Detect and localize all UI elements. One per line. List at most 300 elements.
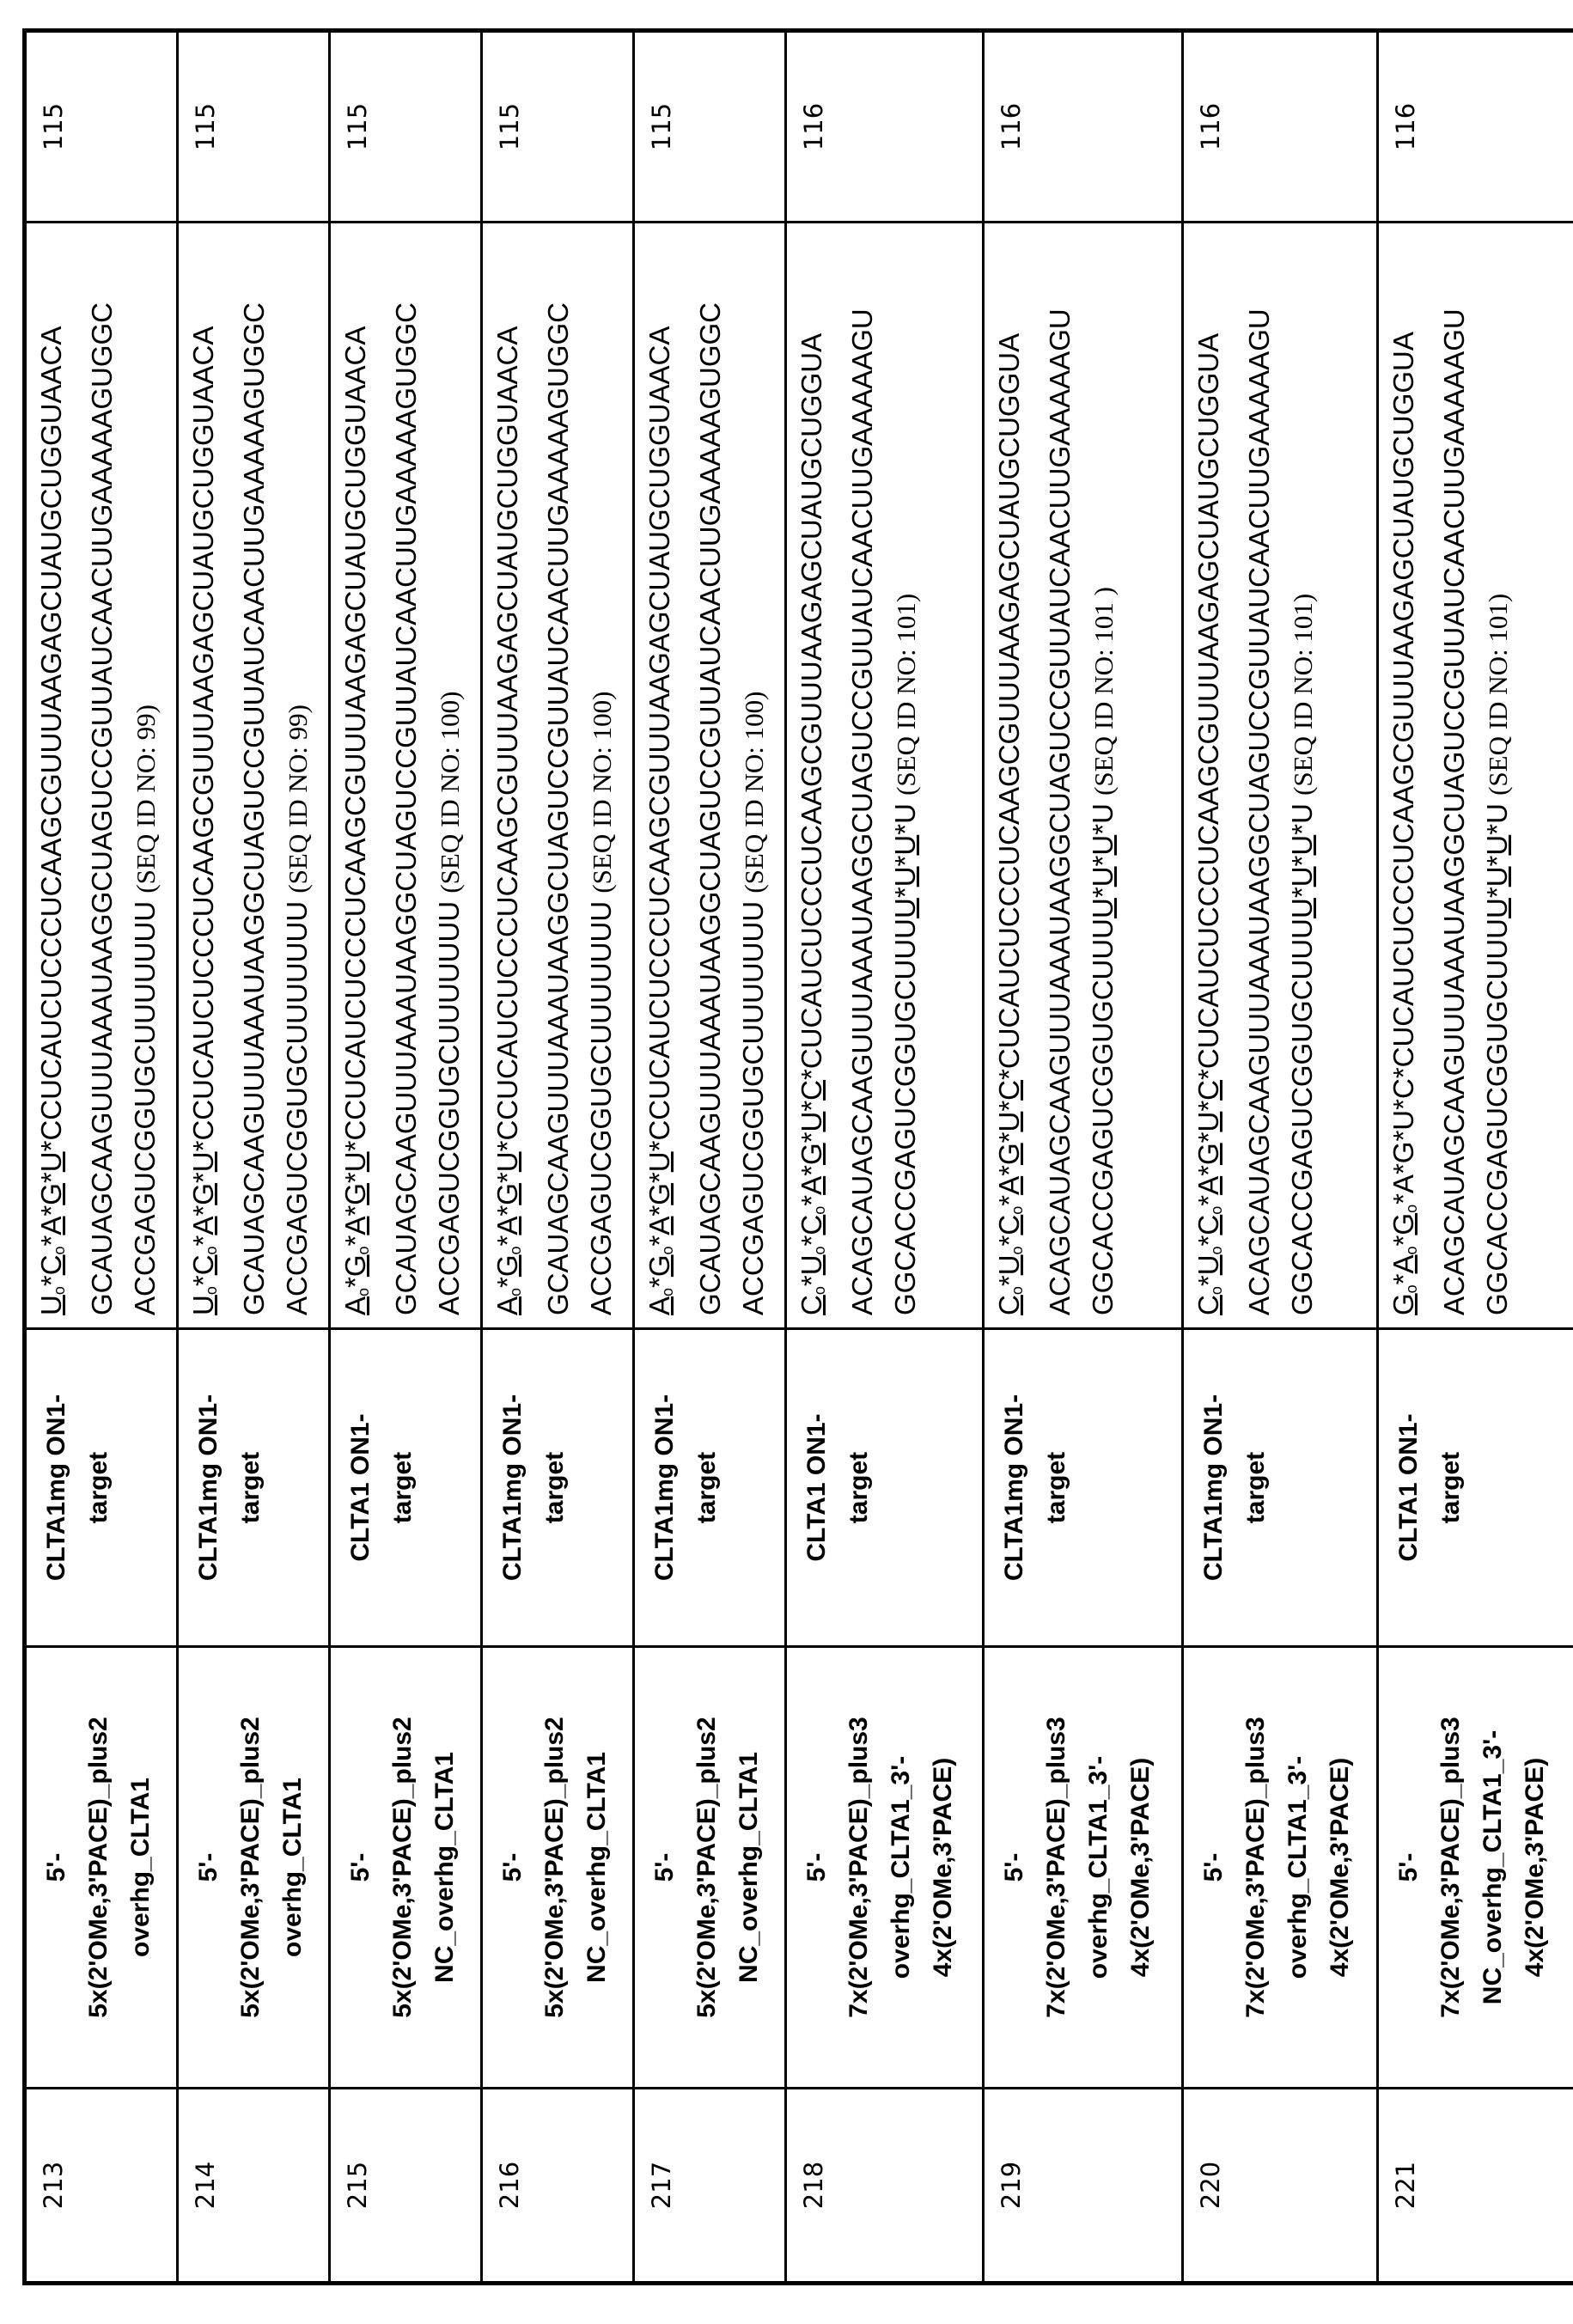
description-line: 4x(2'OMe,3'PACE) bbox=[922, 1660, 964, 2075]
sequence-segment: * bbox=[35, 1172, 67, 1183]
sequence-segment: A bbox=[1387, 1254, 1419, 1273]
sequence-segment: *U bbox=[1286, 796, 1318, 835]
description-cell bbox=[482, 1647, 634, 2089]
target-line: CLTA1mg ON1- bbox=[35, 1342, 77, 1633]
sequence-segment: GGCACCGAGUCGGUGCUUU bbox=[1286, 918, 1318, 1315]
sequence-segment: * bbox=[35, 1235, 67, 1247]
target-line: target bbox=[686, 1342, 728, 1633]
sequence-segment: *CCUCAUCUCCCUCAAGCGUUUAAGAGCUAUGCUGGUAACA bbox=[643, 326, 675, 1152]
table-row bbox=[178, 31, 330, 2284]
description-cell bbox=[634, 1647, 786, 2089]
sequence-segment: * bbox=[491, 1172, 523, 1183]
sequence-segment: GCAUAGCAAGUUUAAAUAAGGCUAGUCCGUUAUCAACUUGAAAAAGUGGC bbox=[694, 302, 726, 1315]
seq-number-cell bbox=[178, 31, 330, 223]
table-row bbox=[1183, 31, 1378, 2284]
sequence-segment: *CCUCAUCUCCCUCAAGCGUUUAAGAGCUAUGCUGGUAACA bbox=[35, 326, 67, 1152]
target-cell bbox=[1183, 1329, 1378, 1647]
target-cell bbox=[634, 1329, 786, 1647]
modification-subscript: o bbox=[1208, 1286, 1225, 1295]
seq-number-cell bbox=[634, 31, 786, 223]
target-line: target bbox=[1235, 1342, 1277, 1633]
modification-subscript: o bbox=[1403, 1284, 1420, 1293]
sequence-segment: G bbox=[35, 1183, 67, 1205]
seq-id-label: (SEQ ID NO: 100) bbox=[587, 692, 617, 894]
sequence-line bbox=[486, 235, 537, 1315]
seq-number: 115 bbox=[39, 103, 68, 150]
sequence-segment: G bbox=[1192, 1143, 1224, 1165]
description-cell bbox=[178, 1647, 330, 2089]
sequence-segment: * bbox=[1286, 887, 1318, 898]
target-line: target bbox=[1430, 1342, 1472, 1633]
sequence-cell bbox=[330, 223, 482, 1329]
table-row bbox=[482, 31, 634, 2284]
row-number-cell bbox=[984, 2089, 1183, 2284]
target-line: target bbox=[77, 1342, 119, 1633]
description-line: 4x(2'OMe,3'PACE) bbox=[1514, 1660, 1556, 2075]
sequence-segment: A bbox=[643, 1296, 675, 1315]
description-line: 7x(2'OMe,3'PACE)_plus3 bbox=[838, 1660, 880, 2075]
table-row bbox=[25, 31, 178, 2284]
sequence-line bbox=[988, 235, 1039, 1315]
sequence-segment: *CCUCAUCUCCCUCAAGCGUUUAAGAGCUAUGCUGGUAACA bbox=[491, 326, 523, 1152]
description-line: NC_overhg_CLTA1 bbox=[424, 1660, 466, 2075]
sequence-segment: * bbox=[993, 1132, 1025, 1144]
sequence-segment: * bbox=[187, 1275, 219, 1286]
target-line: CLTA1 ON1- bbox=[339, 1342, 381, 1633]
sequence-segment: ACCGAGUCGGUGCUUUUUUU bbox=[433, 894, 465, 1315]
sequence-segment: * bbox=[35, 1205, 67, 1217]
sequence-line bbox=[689, 235, 732, 1315]
row-number: 217 bbox=[647, 2162, 676, 2209]
sequence-segment: C bbox=[796, 1215, 827, 1235]
sequence-segment: U bbox=[339, 1151, 371, 1172]
description-line: 5'- bbox=[1192, 1660, 1235, 2075]
sequence-segment: * bbox=[1192, 1235, 1224, 1247]
sequence-segment: U bbox=[993, 1112, 1025, 1132]
sequence-segment: U bbox=[643, 1151, 675, 1172]
sequence-segment: A bbox=[643, 1217, 675, 1235]
table-row bbox=[984, 31, 1183, 2284]
target-line: CLTA1mg ON1- bbox=[993, 1342, 1035, 1633]
sequence-segment: *U bbox=[889, 796, 921, 835]
target-cell bbox=[984, 1329, 1183, 1647]
row-number-cell bbox=[1378, 2089, 1573, 2284]
modification-subscript: o bbox=[1009, 1206, 1026, 1215]
modification-subscript: o bbox=[659, 1288, 676, 1296]
sequence-line bbox=[428, 235, 472, 1315]
sequence-segment: * bbox=[1286, 856, 1318, 867]
target-line: target bbox=[838, 1342, 880, 1633]
sequence-segment: G bbox=[643, 1254, 675, 1277]
sequence-segment: C bbox=[35, 1254, 67, 1275]
sequence-segment: C bbox=[993, 1295, 1025, 1315]
sequence-segment: A bbox=[339, 1217, 371, 1235]
modification-subscript: o bbox=[51, 1246, 68, 1254]
seq-number-cell bbox=[1378, 31, 1573, 223]
sequence-segment: U bbox=[796, 1112, 827, 1132]
sequence-segment: *CUCAUCUCCCUCAAGCGUUUAAGAGCUAUGCUGGUA bbox=[1192, 333, 1224, 1080]
sequence-segment: * bbox=[1192, 1275, 1224, 1286]
row-number: 215 bbox=[343, 2162, 372, 2209]
modification-subscript: o bbox=[659, 1246, 676, 1254]
sequence-segment: C bbox=[796, 1080, 827, 1101]
sequence-segment: *U bbox=[1481, 796, 1513, 835]
sequence-line bbox=[1238, 235, 1281, 1315]
rotated-table-page bbox=[22, 33, 1558, 2285]
seq-number: 116 bbox=[1391, 103, 1420, 150]
sequence-segment: * bbox=[1192, 1132, 1224, 1144]
sequence-segment: ACCGAGUCGGUGCUUUUUUU bbox=[281, 894, 313, 1315]
row-number: 221 bbox=[1391, 2162, 1420, 2209]
sequence-cell bbox=[984, 223, 1183, 1329]
target-line: CLTA1 ON1- bbox=[796, 1342, 838, 1633]
row-number-cell bbox=[178, 2089, 330, 2284]
modification-subscript: o bbox=[1403, 1205, 1420, 1213]
seq-number: 116 bbox=[997, 103, 1026, 150]
sequence-segment: ACAGCAUAGCAAGUUUAAAUAAGGCUAGUCCGUUAUCAACUUGAAAAAGU bbox=[1243, 308, 1275, 1315]
sequence-segment: * bbox=[491, 1235, 523, 1247]
row-number-cell bbox=[25, 2089, 178, 2284]
sequence-line bbox=[233, 235, 276, 1315]
sequence-segment: GGCACCGAGUCGGUGCUUU bbox=[1481, 918, 1513, 1315]
target-cell bbox=[482, 1329, 634, 1647]
sequence-segment: C bbox=[1192, 1080, 1224, 1101]
sequence-segment: * bbox=[339, 1205, 371, 1217]
sequence-segment: U bbox=[491, 1151, 523, 1172]
sequence-segment: * bbox=[1087, 887, 1119, 898]
description-line: 4x(2'OMe,3'PACE) bbox=[1319, 1660, 1361, 2075]
description-cell bbox=[786, 1647, 984, 2089]
target-cell bbox=[786, 1329, 984, 1647]
sequence-segment: GCAUAGCAAGUUUAAAUAAGGCUAGUCCGUUAUCAACUUGAAAAAGUGGC bbox=[542, 302, 574, 1315]
seq-id-label: (SEQ ID NO: 101) bbox=[1288, 594, 1318, 796]
description-line: 5'- bbox=[187, 1660, 229, 2075]
sequence-segment: G bbox=[339, 1183, 371, 1205]
description-line: 5'- bbox=[339, 1660, 381, 2075]
row-number-cell bbox=[330, 2089, 482, 2284]
sequence-segment: A bbox=[339, 1296, 371, 1315]
sequence-segment: * bbox=[796, 1101, 827, 1112]
description-line: 5x(2'OMe,3'PACE)_plus2 bbox=[381, 1660, 424, 2075]
sequence-segment: * bbox=[1481, 887, 1513, 898]
sequence-segment: * bbox=[339, 1277, 371, 1288]
sequence-segment: * bbox=[187, 1205, 219, 1217]
description-line: 7x(2'OMe,3'PACE)_plus3 bbox=[1430, 1660, 1472, 2075]
sequence-segment: * bbox=[491, 1205, 523, 1217]
description-cell bbox=[1378, 1647, 1573, 2089]
sequence-segment: * bbox=[1387, 1273, 1419, 1284]
sequence-segment: C bbox=[993, 1080, 1025, 1101]
sequence-line bbox=[841, 235, 884, 1315]
sequence-segment: U bbox=[1087, 835, 1119, 856]
sequence-segment: *CUCAUCUCCCUCAAGCGUUUAAGAGCUAUGCUGGUA bbox=[796, 333, 827, 1080]
sequence-segment: U bbox=[35, 1151, 67, 1172]
sequence-segment: * bbox=[643, 1172, 675, 1183]
sequence-segment: ACAGCAUAGCAAGUUUAAAUAAGGCUAGUCCGUUAUCAACUUGAAAAAGU bbox=[1438, 308, 1470, 1315]
row-number-cell bbox=[482, 2089, 634, 2284]
sequence-segment: * bbox=[993, 1275, 1025, 1286]
sequence-segment: U bbox=[1286, 898, 1318, 918]
seq-number-cell bbox=[482, 31, 634, 223]
row-number-cell bbox=[786, 2089, 984, 2284]
sequence-segment: * bbox=[643, 1205, 675, 1217]
seq-number: 115 bbox=[495, 103, 524, 150]
sequence-segment: U bbox=[889, 898, 921, 918]
sequence-segment: U bbox=[889, 835, 921, 856]
description-line: 5x(2'OMe,3'PACE)_plus2 bbox=[77, 1660, 119, 2075]
table-body bbox=[25, 31, 1573, 2284]
modification-subscript: o bbox=[811, 1246, 828, 1254]
description-cell bbox=[1183, 1647, 1378, 2089]
target-line: target bbox=[229, 1342, 271, 1633]
description-cell bbox=[984, 1647, 1183, 2089]
sequence-line bbox=[790, 235, 841, 1315]
sequence-segment: * bbox=[1387, 1235, 1419, 1247]
description-line: 7x(2'OMe,3'PACE)_plus3 bbox=[1235, 1660, 1277, 2075]
sequence-line bbox=[1187, 235, 1238, 1315]
modification-subscript: o bbox=[203, 1246, 220, 1254]
target-line: CLTA1mg ON1- bbox=[1192, 1342, 1235, 1633]
sequence-segment: C bbox=[1192, 1295, 1224, 1315]
seq-id-label: (SEQ ID NO: 101) bbox=[1483, 594, 1513, 796]
sequence-segment: * bbox=[993, 1235, 1025, 1247]
description-line: overhg_CLTA1_3'- bbox=[1277, 1660, 1319, 2075]
table-row bbox=[786, 31, 984, 2284]
sequence-line bbox=[884, 235, 928, 1315]
sequence-segment: * bbox=[1192, 1195, 1224, 1206]
sequence-line bbox=[1433, 235, 1476, 1315]
description-line: overhg_CLTA1 bbox=[119, 1660, 162, 2075]
target-line: CLTA1mg ON1- bbox=[643, 1342, 686, 1633]
seq-id-label: (SEQ ID NO: 100) bbox=[739, 692, 769, 894]
sequence-segment: * bbox=[187, 1172, 219, 1183]
sequence-segment: A bbox=[35, 1217, 67, 1235]
sequence-line bbox=[1476, 235, 1520, 1315]
sequence-segment: G bbox=[1387, 1293, 1419, 1315]
description-line: 5'- bbox=[643, 1660, 686, 2075]
sequence-line bbox=[276, 235, 320, 1315]
description-line: 5'- bbox=[1387, 1660, 1430, 2075]
description-line: 5x(2'OMe,3'PACE)_plus2 bbox=[533, 1660, 576, 2075]
sequence-segment: * bbox=[796, 1195, 827, 1206]
modification-subscript: o bbox=[51, 1286, 68, 1295]
description-cell bbox=[330, 1647, 482, 2089]
sequence-segment: U bbox=[889, 866, 921, 887]
target-line: CLTA1mg ON1- bbox=[491, 1342, 533, 1633]
sequence-segment: U bbox=[1481, 835, 1513, 856]
sequence-segment: U bbox=[187, 1151, 219, 1172]
sequence-segment: GCAUAGCAAGUUUAAAUAAGGCUAGUCCGUUAUCAACUUGAAAAAGUGGC bbox=[238, 302, 270, 1315]
sequence-segment: GCAUAGCAAGUUUAAAUAAGGCUAGUCCGUUAUCAACUUGAAAAAGUGGC bbox=[390, 302, 422, 1315]
sequence-segment: U bbox=[1087, 898, 1119, 918]
sequence-segment: U bbox=[1286, 835, 1318, 856]
modification-subscript: o bbox=[507, 1288, 524, 1296]
sequence-segment: U bbox=[1286, 866, 1318, 887]
sequence-line bbox=[1082, 235, 1125, 1315]
sequence-segment: G bbox=[491, 1183, 523, 1205]
sequence-segment: * bbox=[1192, 1101, 1224, 1112]
sequence-segment: ACCGAGUCGGUGCUUUUUUU bbox=[585, 894, 617, 1315]
sequence-segment: ACCGAGUCGGUGCUUUUUUU bbox=[129, 894, 161, 1315]
sequence-segment: * bbox=[796, 1132, 827, 1144]
sequence-line bbox=[580, 235, 624, 1315]
sequence-line bbox=[81, 235, 124, 1315]
sequence-line bbox=[1281, 235, 1325, 1315]
table-row bbox=[1378, 31, 1573, 2284]
sequence-segment: * bbox=[339, 1172, 371, 1183]
sequence-line bbox=[334, 235, 385, 1315]
sequence-segment: A bbox=[796, 1176, 827, 1195]
sequence-segment: *CCUCAUCUCCCUCAAGCGUUUAAGAGCUAUGCUGGUAACA bbox=[187, 326, 219, 1152]
modification-subscript: o bbox=[811, 1206, 828, 1215]
sequence-segment: * bbox=[1481, 856, 1513, 867]
seq-id-label: (SEQ ID NO: 99) bbox=[283, 705, 313, 894]
target-cell bbox=[178, 1329, 330, 1647]
seq-id-label: (SEQ ID NO: 100) bbox=[435, 692, 465, 894]
row-number: 218 bbox=[799, 2162, 828, 2209]
sequence-segment: * bbox=[993, 1195, 1025, 1206]
sequence-line bbox=[732, 235, 776, 1315]
seq-number: 115 bbox=[647, 103, 676, 150]
sequence-line bbox=[638, 235, 689, 1315]
target-cell bbox=[1378, 1329, 1573, 1647]
sequence-segment: * bbox=[1192, 1165, 1224, 1176]
modification-subscript: o bbox=[1208, 1206, 1225, 1215]
sequence-segment: * bbox=[889, 856, 921, 867]
description-line: overhg_CLTA1 bbox=[271, 1660, 314, 2075]
table-row bbox=[330, 31, 482, 2284]
sequence-segment: G bbox=[339, 1254, 371, 1277]
sequence-line bbox=[182, 235, 233, 1315]
description-line: NC_overhg_CLTA1 bbox=[576, 1660, 618, 2075]
description-cell bbox=[25, 1647, 178, 2089]
sequence-cell bbox=[25, 223, 178, 1329]
sequence-segment: G bbox=[187, 1183, 219, 1205]
modification-subscript: o bbox=[1009, 1246, 1026, 1254]
row-number-cell bbox=[634, 2089, 786, 2284]
sequence-line bbox=[30, 235, 81, 1315]
description-line: 5'- bbox=[796, 1660, 838, 2075]
sequence-segment: G bbox=[796, 1143, 827, 1165]
row-number-cell bbox=[1183, 2089, 1378, 2284]
modification-subscript: o bbox=[507, 1246, 524, 1254]
sequence-segment: ACAGCAUAGCAAGUUUAAAUAAGGCUAGUCCGUUAUCAACUUGAAAAAGU bbox=[1044, 308, 1076, 1315]
sequence-segment: G bbox=[993, 1143, 1025, 1165]
seq-number-cell bbox=[786, 31, 984, 223]
sequence-segment: * bbox=[796, 1165, 827, 1176]
description-line: 7x(2'OMe,3'PACE)_plus3 bbox=[1035, 1660, 1077, 2075]
row-number: 219 bbox=[997, 2162, 1026, 2209]
description-line: overhg_CLTA1_3'- bbox=[1077, 1660, 1119, 2075]
sequence-segment: *CCUCAUCUCCCUCAAGCGUUUAAGAGCUAUGCUGGUAACA bbox=[339, 326, 371, 1152]
modification-subscript: o bbox=[811, 1286, 828, 1295]
sequence-segment: A bbox=[1192, 1176, 1224, 1195]
sequence-segment: U bbox=[187, 1295, 219, 1315]
sequence-segment: U bbox=[1087, 866, 1119, 887]
row-number: 214 bbox=[191, 2162, 220, 2209]
sequence-cell bbox=[1183, 223, 1378, 1329]
seq-number-cell bbox=[330, 31, 482, 223]
seq-number-cell bbox=[25, 31, 178, 223]
row-number: 220 bbox=[1196, 2162, 1225, 2209]
table-row bbox=[634, 31, 786, 2284]
description-line: 4x(2'OMe,3'PACE) bbox=[1119, 1660, 1161, 2075]
sequence-segment: U bbox=[1192, 1254, 1224, 1275]
modification-subscript: o bbox=[1009, 1286, 1026, 1295]
sequence-segment: *CUCAUCUCCCUCAAGCGUUUAAGAGCUAUGCUGGUA bbox=[993, 333, 1025, 1080]
sequence-segment: U bbox=[1192, 1112, 1224, 1132]
seq-number: 115 bbox=[191, 103, 220, 150]
target-cell bbox=[330, 1329, 482, 1647]
seq-number: 116 bbox=[799, 103, 828, 150]
row-number: 213 bbox=[39, 2162, 68, 2209]
sequence-line bbox=[1382, 235, 1433, 1315]
sequence-cell bbox=[178, 223, 330, 1329]
sequence-segment: ACCGAGUCGGUGCUUUUUUU bbox=[737, 894, 769, 1315]
sequence-segment: GGCACCGAGUCGGUGCUUU bbox=[889, 918, 921, 1315]
description-line: 5'- bbox=[993, 1660, 1035, 2075]
description-line: 5'- bbox=[491, 1660, 533, 2075]
modification-subscript: o bbox=[203, 1286, 220, 1295]
sequence-segment: U bbox=[1481, 866, 1513, 887]
modification-subscript: o bbox=[355, 1288, 372, 1296]
sequence-segment: * bbox=[1087, 856, 1119, 867]
sequence-segment: * bbox=[339, 1235, 371, 1247]
seq-number: 115 bbox=[343, 103, 372, 150]
modification-subscript: o bbox=[355, 1246, 372, 1254]
sequence-segment: *U bbox=[1087, 796, 1119, 835]
description-line: 5x(2'OMe,3'PACE)_plus2 bbox=[686, 1660, 728, 2075]
sequence-segment: C bbox=[187, 1254, 219, 1275]
modification-subscript: o bbox=[1403, 1246, 1420, 1254]
sequence-segment: ACAGCAUAGCAAGUUUAAAUAAGGCUAGUCCGUUAUCAACUUGAAAAAGU bbox=[846, 308, 878, 1315]
target-cell bbox=[25, 1329, 178, 1647]
sequence-segment: C bbox=[993, 1215, 1025, 1235]
description-line: NC_overhg_CLTA1 bbox=[728, 1660, 770, 2075]
sequence-line bbox=[385, 235, 428, 1315]
sequence-segment: G bbox=[491, 1254, 523, 1277]
sequence-segment: U bbox=[796, 1254, 827, 1275]
description-line: 5x(2'OMe,3'PACE)_plus2 bbox=[229, 1660, 271, 2075]
seq-id-label: (SEQ ID NO: 101) bbox=[891, 594, 921, 796]
sequence-segment: G bbox=[643, 1183, 675, 1205]
sequence-segment: * bbox=[643, 1277, 675, 1288]
sequence-segment: U bbox=[35, 1295, 67, 1315]
sequence-segment: * bbox=[643, 1235, 675, 1247]
sequence-table bbox=[22, 28, 1573, 2285]
description-line: NC_overhg_CLTA1_3'- bbox=[1472, 1660, 1514, 2075]
sequence-cell bbox=[1378, 223, 1573, 1329]
sequence-segment: GCAUAGCAAGUUUAAAUAAGGCUAGUCCGUUAUCAACUUGAAAAAGUGGC bbox=[86, 302, 118, 1315]
sequence-segment: * bbox=[491, 1277, 523, 1288]
seq-number-cell bbox=[1183, 31, 1378, 223]
sequence-segment: A bbox=[491, 1296, 523, 1315]
description-line: 5'- bbox=[35, 1660, 77, 2075]
sequence-segment: *A*G*U*C*CUCAUCUCCCUCAAGCGUUUAAGAGCUAUGCUGGUA bbox=[1387, 332, 1419, 1205]
sequence-line bbox=[124, 235, 168, 1315]
sequence-segment: A bbox=[491, 1217, 523, 1235]
sequence-segment: * bbox=[889, 887, 921, 898]
sequence-segment: U bbox=[1481, 898, 1513, 918]
sequence-segment: * bbox=[187, 1235, 219, 1247]
modification-subscript: o bbox=[1208, 1246, 1225, 1254]
target-line: CLTA1mg ON1- bbox=[187, 1342, 229, 1633]
seq-number: 116 bbox=[1196, 103, 1225, 150]
sequence-cell bbox=[482, 223, 634, 1329]
seq-number-cell bbox=[984, 31, 1183, 223]
sequence-segment: * bbox=[35, 1275, 67, 1286]
sequence-segment: * bbox=[796, 1275, 827, 1286]
